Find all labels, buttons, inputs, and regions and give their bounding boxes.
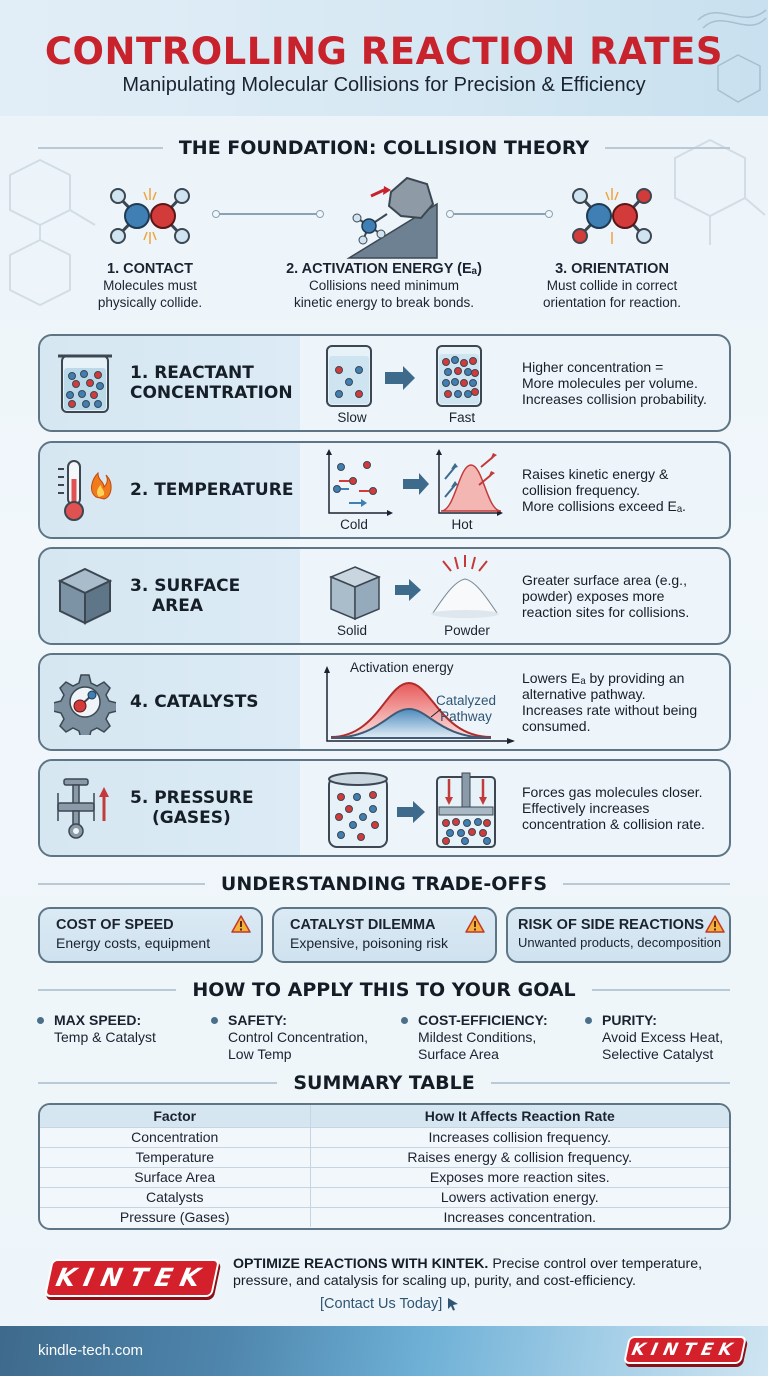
call-to-action xyxy=(0,1245,768,1325)
factor-card-concentration xyxy=(38,334,731,432)
divider-line xyxy=(38,883,205,885)
factor-title: 4. CATALYSTS xyxy=(130,692,259,712)
goal-max-speed: MAX SPEED: Temp & Catalyst xyxy=(38,1012,156,1046)
gear-molecule-icon xyxy=(54,669,116,735)
oriented-molecules-icon xyxy=(562,176,662,256)
foundation-item-title: 1. CONTACT xyxy=(107,261,193,277)
factor-description: Raises kinetic energy & collision frequency. More collisions exceed Eₐ. xyxy=(522,466,686,514)
cta-text: OPTIMIZE REACTIONS WITH KINTEK. Precise control over temperature, pressure, and catalysis for scaling up, purity, and cost-efficiency. xyxy=(233,1256,703,1289)
section-heading: HOW TO APPLY THIS TO YOUR GOAL xyxy=(192,979,576,1001)
column-header-factor: Factor xyxy=(40,1105,310,1127)
divider-line xyxy=(592,989,730,991)
footer-kintek-logo[interactable]: KINTEK xyxy=(623,1336,747,1364)
website-link[interactable]: kindle-tech.com xyxy=(38,1342,144,1359)
factor-card-temperature xyxy=(38,441,731,539)
section-title-summary xyxy=(38,1071,730,1095)
page-subtitle: Manipulating Molecular Collisions for Precision & Efficiency xyxy=(122,74,646,96)
divider-line xyxy=(38,1082,277,1084)
foundation-item-desc: Collisions need minimum xyxy=(308,278,460,293)
foundation-item-activation-energy xyxy=(274,175,494,311)
factor-title: 3. SURFACE AREA xyxy=(130,576,241,616)
divider-line xyxy=(38,147,163,149)
table-row: Temperature Raises energy & collision frequency. xyxy=(40,1147,729,1167)
tradeoff-card-catalyst-dilemma xyxy=(272,907,497,963)
tradeoff-title: RISK OF SIDE REACTIONS xyxy=(518,917,705,933)
factor-card-pressure xyxy=(38,759,731,857)
divider-line xyxy=(491,1082,730,1084)
foundation-item-orientation xyxy=(502,175,722,311)
factor-card-catalysts xyxy=(38,653,731,751)
factor-description: Greater surface area (e.g., powder) exposes more reaction sites for collisions. xyxy=(522,572,690,620)
divider-line xyxy=(38,989,176,991)
divider-line xyxy=(605,147,730,149)
thermometer-flame-icon xyxy=(54,457,116,523)
colliding-molecules-icon xyxy=(100,176,200,256)
tradeoff-desc: Unwanted products, decomposition xyxy=(518,935,722,950)
section-heading: UNDERSTANDING TRADE-OFFS xyxy=(220,873,548,895)
warning-icon xyxy=(705,915,725,933)
header-banner xyxy=(0,0,768,116)
caption-hot: Hot xyxy=(451,517,473,532)
table-row: Concentration Increases collision frequency. xyxy=(40,1127,729,1147)
caption-cold: Cold xyxy=(340,517,368,532)
foundation-item-desc: kinetic energy to break bonds. xyxy=(293,295,475,310)
table-row: Surface Area Exposes more reaction sites. xyxy=(40,1167,729,1187)
foundation-item-contact xyxy=(40,175,260,311)
tradeoff-card-cost-of-speed xyxy=(38,907,263,963)
foundation-item-desc: Molecules must xyxy=(103,278,197,293)
contact-us-link[interactable]: [Contact Us Today] xyxy=(320,1296,460,1312)
warning-icon xyxy=(465,915,485,933)
foundation-item-title: 2. ACTIVATION ENERGY (Eₐ) xyxy=(286,261,482,277)
goal-purity: PURITY: Avoid Excess Heat, Selective Catalyst xyxy=(586,1012,723,1063)
caption-powder: Powder xyxy=(444,623,490,638)
chart-label-activation-energy: Activation energy xyxy=(350,660,454,675)
caption-solid: Solid xyxy=(336,623,368,638)
foundation-item-desc: orientation for reaction. xyxy=(542,295,682,310)
header-molecule-decoration xyxy=(688,0,768,110)
cube-icon xyxy=(54,563,116,629)
beaker-icon xyxy=(54,350,116,416)
bullet-icon xyxy=(401,1017,408,1024)
goal-safety: SAFETY: Control Concentration, Low Temp xyxy=(212,1012,368,1063)
goals-row xyxy=(38,1012,731,1062)
factor-title: 1. REACTANT CONCENTRATION xyxy=(130,363,293,403)
tradeoffs-row xyxy=(38,907,731,963)
factor-description: Higher concentration = More molecules per volume. Increases collision probability. xyxy=(522,359,707,407)
page-title: CONTROLLING REACTION RATES xyxy=(44,30,724,73)
tradeoff-card-side-reactions xyxy=(506,907,731,963)
cursor-arrow-icon xyxy=(446,1297,460,1311)
section-title-foundation xyxy=(38,136,730,160)
caption-fast: Fast xyxy=(448,410,476,425)
boulder-on-slope-icon xyxy=(329,174,439,259)
tradeoff-title: CATALYST DILEMMA xyxy=(290,917,436,933)
kintek-logo[interactable]: KINTEK xyxy=(44,1259,220,1297)
chart-label-catalyzed-pathway: Catalyzed Pathway xyxy=(436,693,497,724)
tradeoff-title: COST OF SPEED xyxy=(56,917,174,933)
tradeoff-desc: Energy costs, equipment xyxy=(56,935,211,951)
summary-table xyxy=(38,1103,731,1230)
table-row: Pressure (Gases) Increases concentration. xyxy=(40,1207,729,1227)
foundation-item-desc: physically collide. xyxy=(97,295,203,310)
factor-description: Forces gas molecules closer. Effectively increases concentration & collision rate. xyxy=(522,784,705,832)
section-title-tradeoffs xyxy=(38,872,730,896)
collision-theory-section xyxy=(0,175,768,325)
section-heading: SUMMARY TABLE xyxy=(293,1072,475,1094)
factor-description: Lowers Eₐ by providing an alternative pathway. Increases rate without being consumed. xyxy=(522,670,698,734)
factor-title: 2. TEMPERATURE xyxy=(130,480,294,500)
pressure-comparison-illustration xyxy=(315,767,515,855)
factor-title: 5. PRESSURE (GASES) xyxy=(130,788,254,828)
factor-card-surface-area xyxy=(38,547,731,645)
bullet-icon xyxy=(37,1017,44,1024)
footer xyxy=(0,1326,768,1376)
bullet-icon xyxy=(211,1017,218,1024)
foundation-item-desc: Must collide in correct xyxy=(546,278,678,293)
tradeoff-desc: Expensive, poisoning risk xyxy=(290,935,448,951)
warning-icon xyxy=(231,915,251,933)
section-title-goals xyxy=(38,978,730,1002)
divider-line xyxy=(563,883,730,885)
section-heading: THE FOUNDATION: COLLISION THEORY xyxy=(178,137,590,159)
foundation-item-title: 3. ORIENTATION xyxy=(555,261,669,277)
table-header-row xyxy=(40,1105,729,1127)
bullet-icon xyxy=(585,1017,592,1024)
piston-icon xyxy=(54,775,116,841)
table-row: Catalysts Lowers activation energy. xyxy=(40,1187,729,1207)
column-header-effect: How It Affects Reaction Rate xyxy=(310,1105,729,1127)
goal-cost-efficiency: COST-EFFICIENCY: Mildest Conditions, Surface Area xyxy=(402,1012,548,1063)
caption-slow: Slow xyxy=(337,410,367,425)
